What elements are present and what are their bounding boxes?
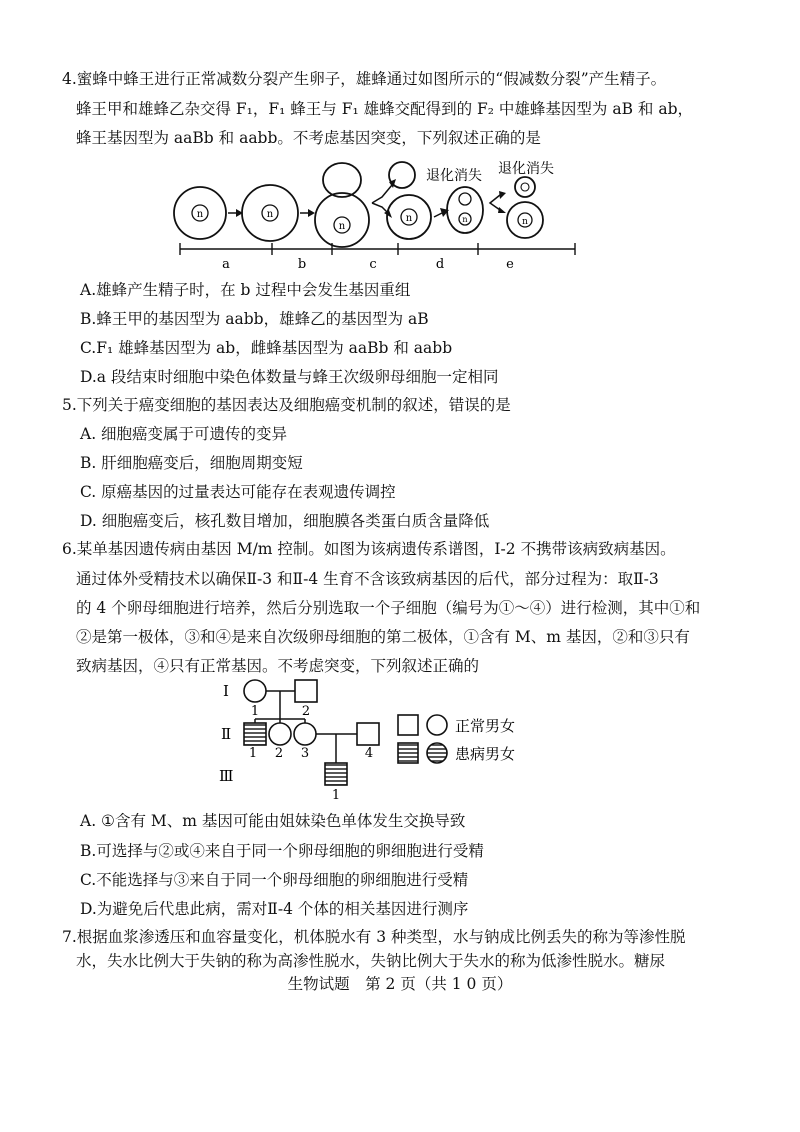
legend-affected-label: 患病男女 <box>455 745 516 763</box>
q4-stem-line-2: 蜂王甲和雄蜂乙杂交得 F₁，F₁ 蜂王与 F₁ 雄蜂交配得到的 F₂ 中雄蜂基因型为 aB 和 ab， <box>76 100 694 118</box>
arrow-4-head-up <box>499 191 506 199</box>
gen1-num-2: 2 <box>301 704 311 719</box>
arrow-4-head-down <box>498 207 506 213</box>
nucleus-label-d: n <box>462 215 468 224</box>
q5-option-d: D. 细胞癌变后，核孔数目增加，细胞膜各类蛋白质含量降低 <box>80 512 490 530</box>
cell-c <box>315 193 369 247</box>
q5-option-a: A. 细胞癌变属于可遗传的变异 <box>80 425 288 443</box>
nucleus-degenerated-2 <box>521 183 529 191</box>
q6-option-c: C.不能选择与③来自于同一个卵母细胞的卵细胞进行受精 <box>80 871 469 889</box>
generation-label-3: Ⅲ <box>219 767 234 785</box>
stage-label-a: a <box>222 257 230 272</box>
q4-stem-line-1: 4.蜜蜂中蜂王进行正常减数分裂产生卵子，雄蜂通过如图所示的“假减数分裂”产生精子。 <box>62 70 667 88</box>
degenerate-label-2: 退化消失 <box>498 161 554 177</box>
branch-arrow-up <box>372 185 392 203</box>
degenerate-label-1: 退化消失 <box>426 168 482 184</box>
q6-stem-line-4: ②是第一极体，③和④是来自次级卵母细胞的第二极体，①含有 M、m 基因，②和③只有 <box>76 628 690 646</box>
gen1-num-1: 1 <box>250 704 260 719</box>
cell-d <box>447 187 483 233</box>
pedigree-chart <box>205 675 585 803</box>
q6-option-a: A. ①含有 M、m 基因可能由姐妹染色单体发生交换导致 <box>80 812 466 830</box>
individual-I-1 <box>244 680 266 702</box>
nucleus-label-a: n <box>196 209 204 220</box>
q6-option-d: D.为避免后代患此病，需对Ⅱ-4 个体的相关基因进行测序 <box>80 900 469 918</box>
q4-option-b: B.蜂王甲的基因型为 aabb，雄蜂乙的基因型为 aB <box>80 310 429 328</box>
legend-normal-label: 正常男女 <box>455 717 516 735</box>
q5-option-c: C. 原癌基因的过量表达可能存在表观遗传调控 <box>80 483 396 501</box>
generation-label-1: Ⅰ <box>223 682 229 700</box>
q5-stem: 5.下列关于癌变细胞的基因表达及细胞癌变机制的叙述，错误的是 <box>62 396 511 414</box>
q7-stem-line-1: 7.根据血浆渗透压和血容量变化，机体脱水有 3 种类型，水与钠成比例丢失的称为等渗性脱 <box>62 928 686 946</box>
gen2-num-3: 3 <box>300 746 310 761</box>
individual-III-1-affected-male <box>325 763 347 785</box>
stage-label-e: e <box>506 257 514 272</box>
legend-affected-male <box>398 743 418 763</box>
q6-stem-line-5: 致病基因，④只有正常基因。不考虑突变，下列叙述正确的 <box>76 657 480 675</box>
gen2-num-2: 2 <box>274 746 284 761</box>
branch-arrow-down <box>372 203 388 213</box>
q6-stem-line-2: 通过体外受精技术以确保Ⅱ-3 和Ⅱ-4 生育不含该致病基因的后代，部分过程为：取Ⅱ-3 <box>76 570 659 588</box>
degenerated-cell-1 <box>389 162 415 188</box>
legend-normal-female <box>427 715 447 735</box>
nucleus-label-b: n <box>266 209 274 220</box>
nucleus-d-top <box>459 193 471 205</box>
arrow-4 <box>490 195 500 210</box>
individual-I-2 <box>295 680 317 702</box>
q6-stem-line-3: 的 4 个卵母细胞进行培养，然后分别选取一个子细胞（编号为①～④）进行检测，其中①和 <box>76 599 701 617</box>
individual-II-1-affected-male <box>244 723 266 745</box>
q6-option-b: B.可选择与②或④来自于同一个卵母细胞的卵细胞进行受精 <box>80 842 484 860</box>
individual-II-2 <box>269 723 291 745</box>
stage-label-b: b <box>297 257 307 272</box>
gen3-num-1: 1 <box>331 788 341 803</box>
gen2-num-4: 4 <box>364 746 374 761</box>
nucleus-label-e: n <box>522 217 528 227</box>
stage-label-c: c <box>369 257 377 272</box>
arrow-3 <box>434 213 442 217</box>
cell-c-bud <box>323 163 361 197</box>
q4-option-c: C.F₁ 雄蜂基因型为 ab，雌蜂基因型为 aaBb 和 aabb <box>80 339 453 357</box>
arrow-2-head <box>308 209 315 217</box>
degenerated-cell-2 <box>515 177 535 197</box>
nucleus-label-c2: n <box>405 213 413 224</box>
q7-stem-line-2: 水，失水比例大于失钠的称为高渗性脱水，失钠比例大于失水的称为低渗性脱水。糖尿 <box>76 952 666 970</box>
individual-II-3 <box>294 723 316 745</box>
individual-II-4 <box>357 723 379 745</box>
nucleus-label-c: n <box>338 221 346 232</box>
q4-option-d: D.a 段结束时细胞中染色体数量与蜂王次级卵母细胞一定相同 <box>80 368 499 386</box>
stage-label-d: d <box>435 257 445 272</box>
page-footer: 生物试题 第 2 页（共 1 0 页） <box>287 975 513 993</box>
q5-option-b: B. 肝细胞癌变后，细胞周期变短 <box>80 454 303 472</box>
q6-stem-line-1: 6.某单基因遗传病由基因 M/m 控制。如图为该病遗传系谱图，Ⅰ-2 不携带该病致病基因。 <box>62 540 676 558</box>
q4-option-a: A.雄蜂产生精子时，在 b 过程中会发生基因重组 <box>80 281 411 299</box>
legend-normal-male <box>398 715 418 735</box>
legend-affected-female <box>427 743 447 763</box>
generation-label-2: Ⅱ <box>221 725 232 743</box>
gen2-num-1: 1 <box>248 746 258 761</box>
q4-stem-line-3: 蜂王基因型为 aaBb 和 aabb。不考虑基因突变，下列叙述正确的是 <box>76 129 541 147</box>
meiosis-figure <box>170 155 590 273</box>
